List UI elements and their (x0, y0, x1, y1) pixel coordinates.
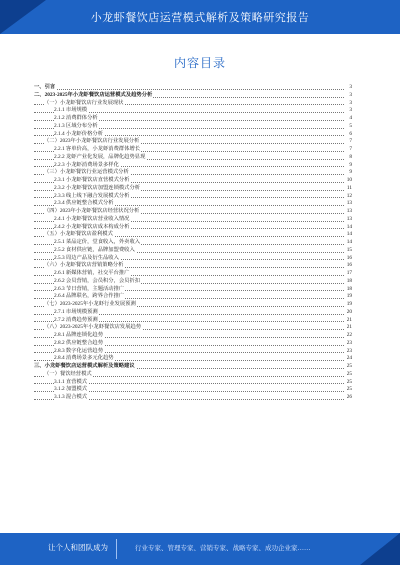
toc-entry-page: 4 (349, 115, 352, 121)
toc-entry-label: 2.3.1 小龙虾餐饮店直营模式分析 (54, 177, 130, 183)
toc-entry-label: 2.5.2 食材供应链，品牌加盟费收入 (54, 246, 135, 253)
toc-entry-label: 2.1.3 区域分布分析 (54, 122, 98, 129)
footer-slogan: 让个人和团队成为 (48, 543, 108, 552)
toc-entry-page: 21 (346, 316, 352, 323)
toc-entry[interactable] (34, 169, 352, 177)
toc-entry-page: 18 (346, 285, 352, 292)
toc-entry-page: 8 (349, 153, 352, 160)
toc-entry-page: 23 (346, 347, 352, 354)
toc-heading: 内容目录 (173, 56, 226, 70)
toc-entry-label: 二、2023-2025年小龙虾餐饮店运营模式及趋势分析 (34, 91, 153, 98)
toc-entry[interactable] (34, 394, 352, 402)
toc-entry-page: 23 (346, 339, 352, 346)
toc-entry-page: 25 (346, 378, 352, 385)
toc-entry[interactable] (34, 262, 352, 270)
toc-entry[interactable] (34, 247, 352, 255)
toc-entry[interactable] (34, 371, 352, 379)
toc-entry-page: 13 (346, 208, 352, 214)
toc-entry-label: （一）小龙虾餐饮店行业发展现状 (44, 99, 124, 106)
toc-entry-page: 17 (346, 270, 352, 276)
toc-entry-label: 3.1.1 直营模式 (54, 378, 88, 385)
toc-entry-label: 2.2.3 小龙虾消费场景多样化 (54, 161, 119, 168)
toc-entry-label: 2.4.2 小龙虾餐饮店成本构成分析 (54, 223, 130, 230)
toc-entry-label: （一）餐饮经营模式 (44, 370, 92, 377)
toc-entry[interactable] (34, 278, 352, 286)
toc-entry[interactable] (34, 270, 352, 278)
toc-entry-label: 2.7.1 市场规模预测 (54, 308, 98, 315)
table-of-contents (34, 84, 352, 402)
toc-entry[interactable] (34, 340, 352, 348)
toc-entry-label: 2.1.2 消费群体分析 (54, 115, 98, 121)
toc-entry-page: 16 (346, 262, 352, 269)
toc-entry[interactable] (34, 216, 352, 224)
toc-entry[interactable] (34, 138, 352, 146)
toc-entry-page: 3 (349, 107, 352, 114)
toc-entry-label: 2.8.2 供应链整合趋势 (54, 339, 103, 346)
toc-entry-label: 2.7.2 消费趋势预测 (54, 316, 98, 323)
toc-entry-page: 5 (349, 122, 352, 129)
toc-entry-page: 13 (346, 200, 352, 207)
toc-entry-label: 2.1.4 小龙虾价格分析 (54, 130, 103, 137)
toc-entry-page: 13 (346, 215, 352, 222)
toc-entry[interactable] (34, 309, 352, 317)
toc-entry[interactable] (34, 301, 352, 309)
toc-entry[interactable] (34, 208, 352, 216)
toc-entry-label: 2.2.2 龙虾产业化发展，品牌化趋势显现 (54, 153, 146, 160)
toc-entry[interactable] (34, 324, 352, 332)
toc-entry-label: 2.3.4 供应链整合模式分析 (54, 200, 114, 207)
toc-entry-label: （三）小龙虾餐饮行业运营模式分析 (44, 169, 129, 176)
toc-entry-label: 2.8.1 品牌连锁化趋势 (54, 332, 103, 338)
toc-entry[interactable] (34, 355, 352, 363)
toc-entry-label: 2.6.4 品牌联名，跨界合作推广 (54, 293, 125, 300)
toc-entry-label: 2.6.3 节日营销，主题活动推广 (54, 285, 125, 292)
footer-divider (116, 539, 117, 559)
toc-entry-page: 19 (346, 301, 352, 307)
toc-entry-label: 2.2.1 客单价高，小龙虾消费群体增长 (54, 146, 141, 152)
toc-entry-label: 2.6.1 新媒体营销，社交平台推广 (54, 270, 130, 276)
report-title: 小龙虾餐饮店运营模式解析及策略研究报告 (90, 11, 310, 24)
toc-entry-page: 26 (346, 394, 352, 400)
toc-entry-page: 14 (346, 239, 352, 245)
toc-entry-page: 7 (349, 138, 352, 145)
toc-entry-page: 21 (346, 324, 352, 331)
toc-entry-page: 3 (349, 91, 352, 98)
toc-entry[interactable] (34, 107, 352, 115)
toc-entry-page: 15 (346, 246, 352, 253)
toc-entry-label: 3.1.2 加盟模式 (54, 386, 88, 393)
toc-entry[interactable] (34, 115, 352, 123)
toc-entry-label: 3.1.3 混合模式 (54, 394, 88, 400)
toc-entry-label: 2.5.3 周边产品及衍生品收入 (54, 254, 119, 261)
toc-entry-page: 19 (346, 293, 352, 300)
toc-entry-label: 一、引言 (34, 84, 56, 90)
toc-entry-label: 2.8.3 数字化运营趋势 (54, 347, 103, 354)
toc-entry-label: （四）2023年小龙虾餐饮店经营状况分析 (44, 208, 140, 214)
toc-entry[interactable] (34, 92, 352, 100)
toc-entry-label: 2.1.1 市场规模 (54, 107, 88, 114)
toc-entry-page: 10 (346, 177, 352, 183)
toc-entry-label: （八）2023-2025年小龙虾餐饮店发展趋势 (44, 324, 142, 331)
toc-entry-label: 三、小龙虾餐饮店运营模式解析及策略建议 (34, 363, 135, 369)
toc-entry-label: （五）小龙虾餐饮店盈利模式 (44, 231, 113, 238)
toc-entry[interactable] (34, 154, 352, 162)
toc-entry-label: 2.6.2 会员营销，会员积分，会员折扣 (54, 277, 141, 284)
toc-entry[interactable] (34, 200, 352, 208)
toc-entry-page: 25 (346, 386, 352, 393)
toc-entry-page: 25 (346, 363, 352, 369)
toc-entry-label: （二）2023年小龙虾餐饮店行业发展分析 (44, 138, 140, 145)
toc-entry-page: 9 (349, 169, 352, 176)
toc-entry[interactable] (34, 363, 352, 371)
toc-entry-page: 16 (346, 254, 352, 261)
toc-entry-label: 2.5.1 菜品定价，堂食收入，外卖收入 (54, 239, 141, 245)
toc-entry[interactable] (34, 177, 352, 185)
toc-entry-page: 6 (349, 130, 352, 137)
page-footer (0, 533, 400, 565)
toc-entry-page: 3 (349, 99, 352, 106)
toc-entry[interactable] (34, 185, 352, 193)
toc-entry[interactable] (34, 146, 352, 154)
toc-entry-page: 11 (346, 184, 352, 191)
toc-entry-page: 24 (346, 355, 352, 362)
toc-entry-page: 14 (346, 231, 352, 238)
toc-entry-page: 18 (346, 277, 352, 284)
toc-entry-label: 2.4.1 小龙虾餐饮店营业收入情况 (54, 215, 130, 222)
toc-entry-label: （七）2023-2025年小龙虾行业发展预测 (44, 301, 136, 307)
toc-entry[interactable] (34, 386, 352, 394)
footer-tagline: 行业专家、管理专家、营销专家、战略专家、成功企业家…… (135, 544, 311, 552)
toc-entry-page: 25 (346, 370, 352, 377)
toc-entry-page: 20 (346, 308, 352, 315)
footer-corner-triangle (360, 533, 400, 565)
toc-entry[interactable] (34, 123, 352, 131)
toc-entry-label: 2.3.3 线上线下融合发展模式分析 (54, 192, 130, 199)
toc-entry[interactable] (34, 84, 352, 92)
toc-entry-page: 9 (349, 161, 352, 168)
toc-entry-page: 3 (349, 84, 352, 90)
toc-entry-page: 12 (346, 192, 352, 199)
toc-entry-page: 14 (346, 223, 352, 230)
toc-entry-page: 22 (346, 332, 352, 338)
toc-entry-label: 2.8.4 消费场景多元化趋势 (54, 355, 114, 362)
page-header (0, 0, 400, 34)
toc-entry[interactable] (34, 231, 352, 239)
toc-entry[interactable] (34, 239, 352, 247)
toc-leader-dots (34, 89, 344, 90)
toc-entry[interactable] (34, 332, 352, 340)
toc-entry-label: （六）小龙虾餐饮店营销策略分析 (44, 262, 124, 269)
toc-entry-page: 7 (349, 146, 352, 152)
toc-entry-label: 2.3.2 小龙虾餐饮店加盟连锁模式分析 (54, 184, 141, 191)
toc-entry[interactable] (34, 293, 352, 301)
